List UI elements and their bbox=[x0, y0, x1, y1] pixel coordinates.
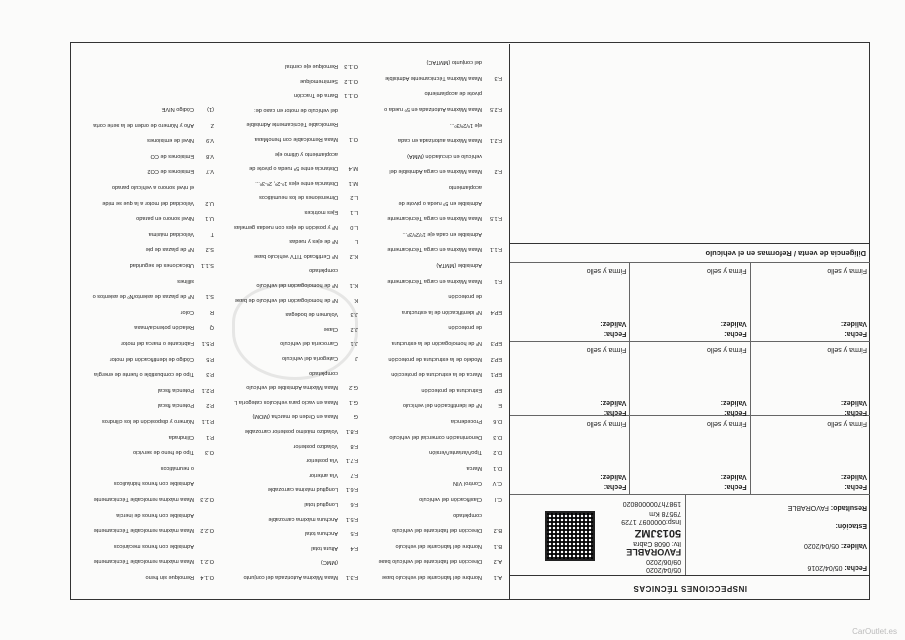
stamp-insp: Insp:0000097 1729 bbox=[621, 518, 682, 525]
field-line: pivote de acoplamiento bbox=[424, 90, 482, 97]
field-line: C.VControl VIN bbox=[453, 480, 502, 487]
field-line: Admisible con frenos hidráulicos bbox=[113, 480, 194, 487]
field-line: del conjunto (MMTAC) bbox=[426, 59, 482, 66]
field-line: F.3Masa Máxima Técnicamente Admisible bbox=[385, 74, 502, 81]
field-line: G.1Masa en vacío para vehículos categoría L bbox=[234, 398, 358, 405]
field-line: F.7Vía anterior bbox=[309, 471, 358, 478]
field-line: C.IClasificación del vehículo bbox=[419, 496, 502, 502]
watermark: CarOutlet.es bbox=[852, 627, 897, 636]
field-line: J.1Carrocería del vehículo bbox=[280, 340, 358, 347]
stamp-date1: 05/04/2020 bbox=[646, 566, 682, 573]
field-line: O.2.2Masa máxima remolcable Técnicamente bbox=[93, 527, 214, 534]
field-line: RColor bbox=[180, 308, 214, 315]
field-line: K.1Nº de homologación del vehículo bbox=[256, 282, 358, 288]
field-line: completado bbox=[453, 511, 482, 518]
field-line: F.1.1Masa Máxima en carga Técnicamente bbox=[387, 246, 502, 253]
field-line: D.2Tipo/Variante/Versión bbox=[429, 449, 502, 456]
field-line: D.6Procedencia bbox=[450, 418, 502, 424]
field-line: F.4Altura total bbox=[311, 544, 358, 551]
field-line: Admisible con frenos de inercia bbox=[116, 511, 194, 518]
field-line: F.8Voladizo posterior bbox=[293, 442, 358, 449]
field-line: F.7.1Vía posterior bbox=[306, 457, 358, 464]
field-line: F.6Longitud total bbox=[304, 501, 358, 507]
qr-code-icon bbox=[545, 511, 595, 561]
field-line: M.1Distancia entre ejes 1º-2º, 2º-3º... bbox=[255, 179, 358, 186]
field-line: Admisible con frenos mecánicos bbox=[113, 542, 194, 549]
field-line: completado bbox=[309, 369, 338, 376]
field-line: P.5.1Fabricante o marca del motor bbox=[120, 340, 214, 346]
itv-cell: Fecha: Validez: Firma y sello bbox=[586, 267, 627, 337]
inspections-panel bbox=[509, 44, 870, 600]
field-line: L.2Dimensiones de los neumáticos bbox=[259, 194, 358, 201]
field-line: KNº de homologación del vehículo de base bbox=[234, 296, 358, 303]
field-line: completado bbox=[309, 267, 338, 274]
field-line: S.1Nº de plazas de asiento/Nº de asientos o bbox=[92, 293, 214, 300]
field-line: O.1.4Remolque sin freno bbox=[145, 574, 214, 580]
field-line: L.0Nº y posición de ejes con ruedas gemelas bbox=[233, 223, 358, 230]
field-line: EPEstructura de protección bbox=[421, 386, 502, 393]
field-line: P.1Cilindrada bbox=[168, 433, 214, 440]
fecha-value: 05/04/2016 bbox=[807, 564, 843, 571]
field-line: Admisible en 5º rueda o pivote de bbox=[398, 199, 482, 206]
field-line: F.5Anchura total bbox=[305, 530, 358, 537]
stamp-date2: 09/06/2020 bbox=[646, 558, 682, 565]
field-line: O.1.1Barra de Tracción bbox=[293, 92, 358, 99]
field-line: acoplamiento bbox=[448, 184, 482, 190]
field-line: de protección bbox=[448, 293, 482, 300]
field-line: F.2.1Masa Máxima autorizada en cada bbox=[398, 137, 502, 144]
field-line: Remolcable Técnicamente Admisible bbox=[246, 121, 338, 128]
stamp-favorable: FAVORABLE bbox=[626, 547, 682, 557]
field-line: V.7Emisiones de CO2 bbox=[147, 168, 214, 175]
lower-grid bbox=[510, 44, 870, 420]
field-line: GMasa en Orden de marcha (MOM) bbox=[252, 413, 358, 420]
field-line: el nivel sonoro a vehículo parado bbox=[111, 184, 194, 190]
field-line: V.9Nivel de emisiones bbox=[147, 137, 214, 144]
field-line: O.3Tipo de freno de servicio bbox=[132, 449, 214, 456]
itv-cell: Fecha: Validez: Firma y sello bbox=[629, 416, 749, 494]
estacion-label: Estación: bbox=[835, 522, 867, 529]
itv-stamp-cell: 05/04/2020 09/06/2020 FAVORABLE Itv: 0608 Cabra 5013JMZ Insp:0000097 1729 79578 Km 1987h7000008020 bbox=[510, 495, 685, 575]
itv-cell: Fecha: Validez: Firma y sello bbox=[750, 263, 870, 341]
field-line: A.1Nombre del fabricante del vehículo base bbox=[381, 574, 502, 580]
field-line: eje 1º/2º/3º... bbox=[449, 121, 482, 128]
field-line: F.1Masa Máxima en carga Técnicamente bbox=[387, 277, 502, 284]
field-line: O.1.3Remolque eje central bbox=[285, 63, 358, 69]
field-line: F.3.1Masa Máxima Autorizada del conjunto bbox=[243, 574, 358, 580]
field-line: F.2.5Masa Máxima Autorizada en 5º rueda o bbox=[384, 106, 502, 112]
field-line: G.2Masa Máxima Admisible del vehículo bbox=[246, 384, 358, 391]
itv-row-1 bbox=[510, 494, 870, 575]
field-line: F.2Masa Máxima en carga Admisible del bbox=[389, 168, 502, 175]
itv-cell: Fecha: Validez: Firma y sello bbox=[629, 342, 749, 420]
stamp-serial: 1987h7000008020 bbox=[622, 500, 682, 507]
field-line: F.8.1Voladizo máximo posterior carrozable bbox=[244, 428, 358, 434]
inspection-card bbox=[70, 42, 870, 600]
venta-title: Diligencia de venta / Reformas en el vehículo bbox=[510, 243, 870, 262]
field-line: JCategoría del vehículo bbox=[282, 355, 358, 361]
itv-cell: Fecha: Validez: Firma y sello bbox=[750, 342, 870, 420]
field-line: EP.2Modelo de la estructura de protección bbox=[388, 355, 502, 362]
itv-cell: Fecha: Validez: Firma y sello bbox=[586, 346, 627, 416]
field-line: V.8Emisiones de CO bbox=[150, 152, 214, 159]
field-line: O.1Masa Remolcable con frenoMasa bbox=[254, 136, 358, 142]
field-line: del vehículo de motor en caso de: bbox=[254, 106, 338, 113]
field-line: Admisible en cada eje 1º/2º/3º... bbox=[402, 230, 482, 237]
itv-grid bbox=[510, 415, 870, 575]
field-line: U.2Velocidad del motor a la que se mide bbox=[102, 199, 214, 206]
field-line: O.2.1Masa máxima remolcable Técnicamente bbox=[93, 558, 214, 565]
field-line: P.5Código de identificación del motor bbox=[109, 355, 214, 362]
field-line: o neumáticos bbox=[160, 464, 194, 471]
field-line: J.3Volumen de bodegas bbox=[285, 311, 358, 318]
field-line: O.2.3Masa máxima remolcable Técnicamente bbox=[93, 496, 214, 502]
field-line: EP.1Marca de la estructura de protección bbox=[391, 371, 502, 378]
field-line: QRelación potencia/masa bbox=[134, 324, 214, 331]
field-line: U.1Nivel sonoro en parado bbox=[136, 215, 214, 222]
field-line: S.2Nº de plazas de pie bbox=[145, 246, 214, 253]
field-line: TVelocidad máxima bbox=[148, 230, 214, 237]
field-line: sillines bbox=[177, 277, 194, 284]
field-line: Admisible (MMTA) bbox=[436, 262, 482, 268]
field-line: P.2Potencia fiscal bbox=[157, 402, 214, 409]
field-line: D.3Denominación comercial del vehículo bbox=[389, 433, 502, 440]
field-line: L.1Ejes motrices bbox=[304, 209, 358, 215]
field-line: K.2Nº Certificado TITV vehículo base bbox=[253, 252, 358, 259]
itv-cell: Fecha: Validez: Firma y sello bbox=[586, 420, 627, 490]
field-line: S.1.1Ubicaciones de seguridad bbox=[129, 262, 214, 268]
validez-value: 05/04/2020 bbox=[803, 542, 839, 549]
field-line: A.2Dirección del fabricante del vehículo base bbox=[378, 558, 502, 565]
itv-row-3 bbox=[510, 341, 870, 420]
field-line: F.1.5Masa Máxima en carga Técnicamente bbox=[387, 215, 502, 222]
field-line: P.2.1Potencia fiscal bbox=[157, 386, 214, 393]
stamp-plate: 5013JMZ bbox=[634, 527, 682, 539]
field-line: EP.4Nº identificación de la estructura bbox=[401, 308, 502, 315]
resultado-value: FAVORABLE bbox=[787, 504, 829, 511]
field-line: EP.3Nº de homologación de la estructura bbox=[391, 340, 502, 346]
field-line: F.5.1Anchura máxima carrozable bbox=[268, 515, 358, 522]
field-line: vehículo en circulación (MMA) bbox=[407, 152, 482, 159]
field-line: ZAño y Número de orden de la serie corta bbox=[93, 121, 214, 128]
field-line: D.1Marca bbox=[466, 464, 502, 471]
field-line: F.6.1Longitud máxima carrozable bbox=[267, 486, 358, 493]
inspections-title: INSPECCIONES TÉCNICAS bbox=[510, 575, 870, 600]
itv-cell: Fecha: Validez: Firma y sello bbox=[629, 263, 749, 341]
field-line: de protección bbox=[448, 324, 482, 331]
itv-row-4 bbox=[510, 262, 870, 341]
field-line: (1)Código NIVE bbox=[161, 106, 214, 112]
itv-cell: Fecha: Validez: Firma y sello bbox=[750, 416, 870, 494]
field-line: LNº de ejes y ruedas bbox=[289, 238, 358, 245]
field-line: acoplamiento y último eje bbox=[274, 150, 338, 157]
field-line: B.1Nombre del fabricante del vehículo bbox=[395, 542, 502, 549]
itv-row-2 bbox=[510, 415, 870, 494]
field-line: P.3Tipo de combustible o fuente de energía bbox=[94, 371, 214, 378]
field-line: M.4Distancia entre 5ª rueda o pivote de bbox=[249, 165, 358, 172]
field-line: P.1.1Número y disposición de los cilindros bbox=[101, 418, 214, 424]
stamp-km: 79578 Km bbox=[649, 510, 682, 517]
field-line: B.2Dirección del fabricante del vehículo bbox=[392, 527, 502, 534]
field-line: J.2Clase bbox=[323, 325, 358, 332]
field-line: O.1.2Semirremolque bbox=[300, 77, 358, 84]
field-line: ENº de identificación del vehículo bbox=[402, 402, 502, 409]
itv-cell-main: Fecha: 05/04/2016 Validez: 05/04/2020 Estación: Resultado: FAVORABLE bbox=[685, 495, 870, 575]
field-line: (MMC) bbox=[320, 559, 338, 566]
fields-panel bbox=[72, 44, 508, 600]
